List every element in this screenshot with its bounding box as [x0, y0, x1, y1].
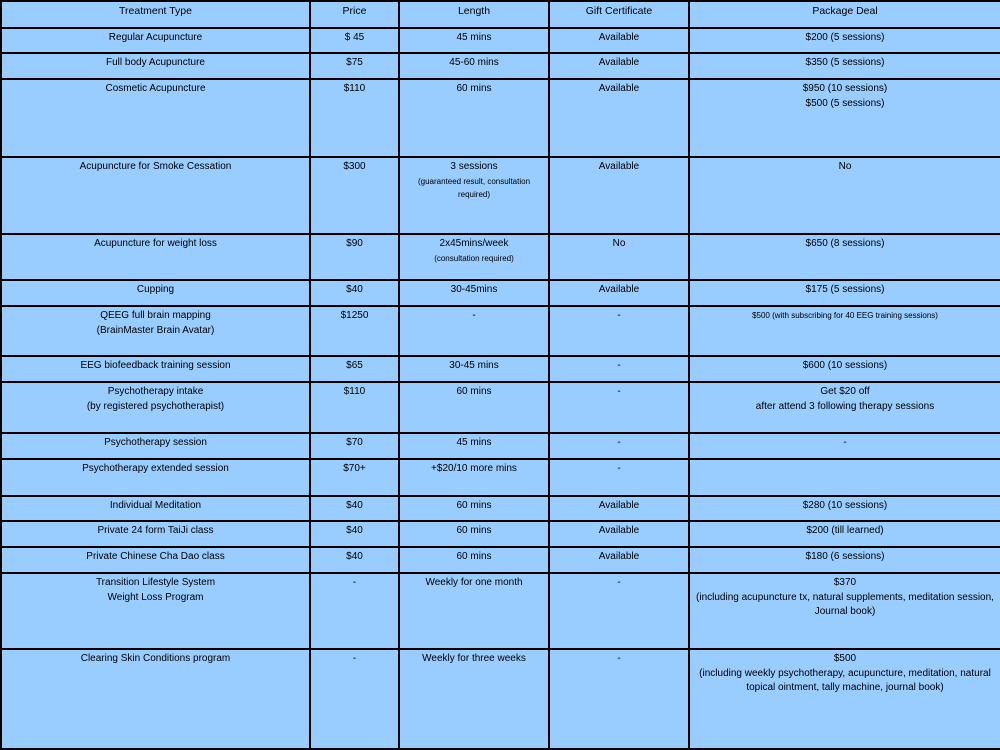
package-deal-cell [689, 53, 1000, 79]
treatment-type-cell [1, 573, 310, 649]
price-value: - [352, 653, 357, 664]
gift-certificate-value: - [617, 386, 621, 397]
gift-certificate-cell [549, 53, 689, 79]
gift-certificate-cell [549, 433, 689, 459]
length-value: 30-45mins [450, 284, 498, 295]
package-deal-cell [689, 157, 1000, 234]
package-deal-line: $600 (10 sessions) [802, 360, 888, 371]
package-deal-cell [689, 459, 1000, 496]
table-row [1, 521, 1000, 547]
gift-certificate-cell [549, 28, 689, 53]
price-cell [310, 547, 399, 573]
gift-certificate-cell [549, 521, 689, 547]
package-deal-line: $200 (till learned) [806, 525, 884, 536]
length-cell [399, 280, 549, 306]
price-value: $65 [346, 360, 363, 371]
table-row [1, 649, 1000, 749]
length-cell [399, 234, 549, 280]
length-cell [399, 649, 549, 749]
gift-certificate-value: - [617, 653, 621, 664]
table-row [1, 53, 1000, 79]
gift-certificate-cell [549, 234, 689, 280]
treatment-type-cell [1, 79, 310, 157]
header-length: Length [399, 1, 549, 28]
treatment-name: Acupuncture for weight loss [94, 238, 217, 249]
gift-certificate-value: Available [598, 32, 640, 43]
price-value: $ 45 [344, 32, 365, 43]
price-value: $110 [343, 83, 366, 94]
package-deal-line: $200 (5 sessions) [805, 32, 885, 43]
price-cell [310, 234, 399, 280]
price-value: $40 [346, 551, 363, 562]
length-value: 60 mins [456, 525, 492, 536]
gift-certificate-value: Available [598, 57, 640, 68]
gift-certificate-cell [549, 157, 689, 234]
treatment-type-cell [1, 157, 310, 234]
price-value: $40 [346, 525, 363, 536]
treatment-name: Regular Acupuncture [108, 32, 203, 43]
price-cell [310, 53, 399, 79]
package-deal-line: $650 (8 sessions) [805, 238, 885, 249]
gift-certificate-value: Available [598, 500, 640, 511]
price-value: $1250 [340, 310, 369, 321]
treatment-type-cell [1, 547, 310, 573]
length-note: (guaranteed result, consultation [417, 176, 531, 186]
table-row [1, 234, 1000, 280]
package-deal-line: Get $20 off [820, 386, 870, 397]
length-value: 60 mins [456, 500, 492, 511]
table-row [1, 306, 1000, 356]
package-deal-line: Journal book) [814, 606, 876, 617]
package-deal-line: (including weekly psychotherapy, acupuncture, meditation, natural [699, 667, 991, 679]
price-cell [310, 79, 399, 157]
treatment-type-cell [1, 28, 310, 53]
treatment-name: EEG biofeedback training session [80, 360, 231, 371]
package-deal-cell [689, 433, 1000, 459]
treatment-type-cell [1, 356, 310, 382]
gift-certificate-value: - [617, 463, 621, 474]
package-deal-cell [689, 573, 1000, 649]
gift-certificate-cell [549, 306, 689, 356]
price-cell [310, 521, 399, 547]
length-note: (consultation required) [434, 253, 514, 263]
gift-certificate-cell [549, 79, 689, 157]
package-deal-cell [689, 28, 1000, 53]
table-row [1, 157, 1000, 234]
treatment-name: Private Chinese Cha Dao class [86, 551, 225, 562]
length-value: - [472, 310, 476, 321]
length-value: 30-45 mins [449, 360, 499, 371]
price-cell [310, 306, 399, 356]
header-price: Price [310, 1, 399, 28]
package-deal-line: $950 (10 sessions) [802, 83, 888, 94]
treatment-name: Psychotherapy intake [107, 386, 204, 397]
price-cell [310, 28, 399, 53]
package-deal-line: $500 [833, 653, 857, 664]
price-value: $90 [346, 238, 363, 249]
gift-certificate-value: - [617, 577, 621, 588]
table-row [1, 28, 1000, 53]
price-cell [310, 157, 399, 234]
header-row [1, 1, 1000, 28]
treatment-name: (BrainMaster Brain Avatar) [96, 324, 215, 336]
price-cell [310, 433, 399, 459]
length-cell [399, 28, 549, 53]
price-value: $40 [346, 500, 363, 511]
price-value: $70 [346, 437, 363, 448]
table-row [1, 280, 1000, 306]
treatment-type-cell [1, 459, 310, 496]
treatment-name: Cupping [136, 284, 175, 295]
gift-certificate-cell [549, 356, 689, 382]
treatment-name: Psychotherapy session [104, 437, 207, 448]
package-deal-line: - [843, 437, 847, 448]
treatment-type-cell [1, 280, 310, 306]
price-cell [310, 280, 399, 306]
package-deal-cell [689, 521, 1000, 547]
treatment-name: (by registered psychotherapist) [86, 400, 225, 412]
treatment-name: Individual Meditation [109, 500, 202, 511]
package-deal-cell [689, 649, 1000, 749]
gift-certificate-cell [549, 459, 689, 496]
table-row [1, 573, 1000, 649]
gift-certificate-cell [549, 649, 689, 749]
package-deal-cell [689, 356, 1000, 382]
gift-certificate-value: Available [598, 284, 640, 295]
gift-certificate-value: Available [598, 161, 640, 172]
gift-certificate-cell [549, 496, 689, 521]
length-cell [399, 356, 549, 382]
package-deal-cell [689, 496, 1000, 521]
package-deal-line: $350 (5 sessions) [805, 57, 885, 68]
gift-certificate-cell [549, 280, 689, 306]
package-deal-cell [689, 306, 1000, 356]
price-value: $70+ [343, 463, 366, 474]
price-value: - [352, 577, 357, 588]
gift-certificate-cell [549, 382, 689, 433]
package-deal-line: $180 (6 sessions) [805, 551, 885, 562]
price-cell [310, 459, 399, 496]
package-deal-cell [689, 79, 1000, 157]
gift-certificate-cell [549, 573, 689, 649]
treatment-type-cell [1, 496, 310, 521]
treatment-name: Private 24 form TaiJi class [97, 525, 214, 536]
length-value: Weekly for three weeks [422, 653, 526, 664]
price-cell [310, 649, 399, 749]
length-cell [399, 433, 549, 459]
length-cell [399, 547, 549, 573]
package-deal-line: $280 (10 sessions) [802, 500, 888, 511]
length-cell [399, 459, 549, 496]
length-value: 45 mins [456, 32, 492, 43]
treatment-name: Clearing Skin Conditions program [80, 653, 231, 664]
price-value: $300 [343, 161, 366, 172]
length-value: 60 mins [456, 83, 492, 94]
package-deal-line: after attend 3 following therapy sessions [755, 400, 935, 412]
length-cell [399, 53, 549, 79]
package-deal-line: $500 (5 sessions) [805, 97, 885, 109]
price-cell [310, 356, 399, 382]
package-deal-line: $500 (with subscribing for 40 EEG training sessions) [752, 311, 938, 320]
gift-certificate-value: - [617, 360, 621, 371]
price-cell [310, 496, 399, 521]
length-cell [399, 157, 549, 234]
table-row [1, 356, 1000, 382]
gift-certificate-value: Available [598, 551, 640, 562]
treatment-type-cell [1, 433, 310, 459]
price-cell [310, 573, 399, 649]
length-value: 60 mins [456, 551, 492, 562]
treatment-name: QEEG full brain mapping [100, 310, 211, 321]
price-value: $110 [343, 386, 366, 397]
length-cell [399, 306, 549, 356]
price-value: $40 [346, 284, 363, 295]
gift-certificate-value: - [617, 437, 621, 448]
treatment-name: Cosmetic Acupuncture [105, 83, 206, 94]
treatment-name: Transition Lifestyle System [95, 577, 216, 588]
table-row [1, 547, 1000, 573]
package-deal-cell [689, 382, 1000, 433]
length-cell [399, 79, 549, 157]
treatment-type-cell [1, 382, 310, 433]
length-value: 2x45mins/week [439, 238, 509, 249]
header-package-deal: Package Deal [689, 1, 1000, 28]
gift-certificate-cell [549, 547, 689, 573]
treatment-name: Acupuncture for Smoke Cessation [79, 161, 232, 172]
length-note: required) [457, 189, 490, 199]
treatment-type-cell [1, 53, 310, 79]
header-treatment-type: Treatment Type [1, 1, 310, 28]
package-deal-line: $175 (5 sessions) [805, 284, 885, 295]
table-row [1, 382, 1000, 433]
length-value: 60 mins [456, 386, 492, 397]
gift-certificate-value: - [617, 310, 621, 321]
price-value: $75 [346, 57, 363, 68]
treatment-type-cell [1, 306, 310, 356]
gift-certificate-value: Available [598, 525, 640, 536]
gift-certificate-value: Available [598, 83, 640, 94]
package-deal-line: No [838, 161, 852, 172]
length-value: +$20/10 more mins [431, 463, 517, 474]
price-cell [310, 382, 399, 433]
treatment-type-cell [1, 649, 310, 749]
table-row [1, 496, 1000, 521]
treatment-type-cell [1, 234, 310, 280]
package-deal-cell [689, 280, 1000, 306]
length-value: 45 mins [456, 437, 492, 448]
treatment-type-cell [1, 521, 310, 547]
length-cell [399, 496, 549, 521]
table-row [1, 433, 1000, 459]
length-cell [399, 573, 549, 649]
length-value: Weekly for one month [425, 577, 523, 588]
gift-certificate-value: No [612, 238, 626, 249]
package-deal-line: (including acupuncture tx, natural supplements, meditation session, [696, 591, 994, 603]
treatment-name: Psychotherapy extended session [82, 463, 229, 474]
length-value: 45-60 mins [449, 57, 499, 68]
treatment-name: Weight Loss Program [107, 591, 204, 603]
header-gift-certificate: Gift Certificate [549, 1, 689, 28]
length-cell [399, 382, 549, 433]
table-row [1, 459, 1000, 496]
length-cell [399, 521, 549, 547]
treatment-name: Full body Acupuncture [106, 57, 205, 68]
package-deal-line: topical ointment, tally machine, journal book) [746, 682, 944, 693]
length-value: 3 sessions [450, 161, 498, 172]
package-deal-cell [689, 234, 1000, 280]
package-deal-cell [689, 547, 1000, 573]
table-row [1, 79, 1000, 157]
package-deal-line: $370 [833, 577, 857, 588]
